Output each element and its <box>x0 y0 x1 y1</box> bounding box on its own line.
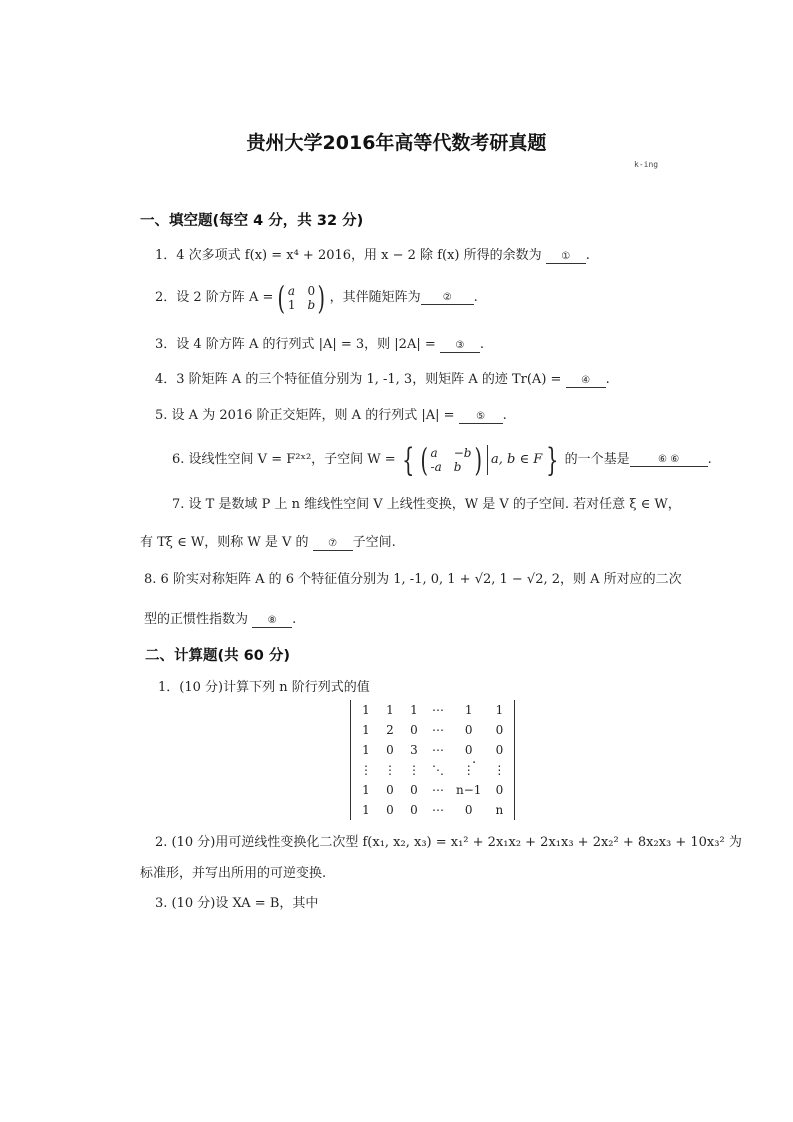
determinant-cell: 1 <box>464 703 473 717</box>
determinant <box>350 700 515 820</box>
question-text: 的一个基是 <box>564 452 630 467</box>
question-7-line2 <box>140 535 396 551</box>
question-2 <box>155 279 478 317</box>
calc-question-2-line1: 2. (10 分)用可逆线性变换化二次型 f(x₁, x₂, x₃) = x₁² + 2x₁x₂ + 2x₁x₃ + 2x₂² + 8x₂x₃ + 10x₃² 为 <box>155 835 742 850</box>
determinant-cell: 0 <box>410 723 418 737</box>
question-text: 子空间. <box>352 535 396 550</box>
determinant-cell: 0 <box>386 783 394 797</box>
question-5 <box>155 408 507 424</box>
set-matrix: { ( a −b -a b ) a, b ∈ F } <box>401 441 559 479</box>
question-text: 有 Tξ ∈ W，则称 W 是 V 的 <box>140 535 309 550</box>
determinant-cell: n <box>495 803 504 817</box>
determinant-cell: 1 <box>495 703 504 717</box>
determinant-row <box>354 760 511 780</box>
question-text: 4．3 阶矩阵 A 的三个特征值分别为 1, -1, 3，则矩阵 A 的迹 Tr(A) = <box>155 372 562 387</box>
calc-question-3: 3. (10 分)设 XA = B，其中 <box>155 896 319 911</box>
answer-blank: ③ <box>440 339 480 353</box>
question-text: 3．设 4 阶方阵 A 的行列式 |A| = 3，则 |2A| = <box>155 337 436 352</box>
determinant-row <box>354 780 511 800</box>
determinant-cell: 0 <box>410 783 418 797</box>
determinant-cell: 0 <box>495 743 504 757</box>
question-text: 5. 设 A 为 2016 阶正交矩阵，则 A 的行列式 |A| = <box>155 408 455 423</box>
determinant-cell: ⋮ <box>384 763 396 777</box>
determinant-cell: 1 <box>386 703 394 717</box>
question-8-line1: 8. 6 阶实对称矩阵 A 的 6 个特征值分别为 1, -1, 0, 1 + √2, 1 − √2, 2，则 A 所对应的二次 <box>144 572 682 587</box>
answer-blank: ⑤ <box>459 410 503 424</box>
answer-blank: ① <box>546 250 586 264</box>
determinant-cell: 0 <box>464 803 473 817</box>
question-text: 型的正惯性指数为 <box>144 612 249 627</box>
determinant-cell: ⋮ <box>462 763 475 777</box>
determinant-cell: ⋯ <box>432 783 444 797</box>
matrix-cell: 0 <box>307 284 316 298</box>
matrix-cell: b <box>453 460 462 474</box>
question-7-line1: 7. 设 T 是数域 P 上 n 维线性空间 V 上线性变换，W 是 V 的子空间. 若对任意 ξ ∈ W， <box>172 497 681 512</box>
determinant-row <box>354 720 511 740</box>
determinant-cell: ⋮ <box>408 763 420 777</box>
punct: . <box>605 372 610 387</box>
answer-blank: ② <box>421 291 474 305</box>
determinant-cell: 1 <box>410 703 418 717</box>
set-condition: a, b ∈ F <box>490 452 543 467</box>
punct: . <box>292 612 297 627</box>
determinant-cell: 1 <box>362 743 370 757</box>
author-label: k-ing <box>634 160 659 169</box>
answer-blank: ④ <box>566 374 606 388</box>
question-1 <box>155 248 590 264</box>
determinant-cell: 1 <box>362 783 370 797</box>
determinant-cell: 1 <box>362 723 370 737</box>
determinant-cell: n−1 <box>456 783 482 797</box>
determinant-cell: 0 <box>464 723 473 737</box>
matrix: ( a 0 1 b ) <box>277 279 326 317</box>
punct: . <box>479 337 485 352</box>
determinant-cell: 2 <box>386 723 394 737</box>
question-6 <box>172 441 712 479</box>
section2-heading: 二、计算题(共 60 分) <box>145 648 291 664</box>
question-text: 6. 设线性空间 V = F²ˣ²，子空间 W = <box>172 452 396 467</box>
determinant-cell: 0 <box>495 723 504 737</box>
determinant-cell: 0 <box>464 743 473 757</box>
determinant-cell: 0 <box>495 783 504 797</box>
determinant-cell: 0 <box>386 743 394 757</box>
calc-question-1: 1．(10 分)计算下列 n 阶行列式的值 <box>158 680 370 695</box>
determinant-row <box>354 700 511 720</box>
question-8-line2 <box>144 612 296 628</box>
determinant-cell: ⋯ <box>432 703 444 717</box>
determinant-row <box>354 740 511 760</box>
punct: . <box>585 248 590 263</box>
question-text: 2．设 2 阶方阵 A = <box>155 290 274 305</box>
determinant-cell: 0 <box>410 803 418 817</box>
punct: . <box>502 408 507 423</box>
matrix-cell: b <box>307 298 316 312</box>
punct: . <box>473 290 478 305</box>
question-text: ，其伴随矩阵为 <box>329 290 421 305</box>
matrix-cell: −b <box>453 446 472 460</box>
question-3 <box>155 337 484 353</box>
matrix-cell: 1 <box>287 298 296 312</box>
determinant-cell: ⋮ <box>360 763 372 777</box>
punct: . <box>472 752 477 767</box>
calc-question-2-line2: 标准形，并写出所用的可逆变换. <box>140 866 327 881</box>
determinant-cell: 0 <box>386 803 394 817</box>
section1-heading: 一、填空题(每空 4 分，共 32 分) <box>140 213 364 229</box>
matrix-cell: a <box>430 446 438 460</box>
answer-blank: ⑦ <box>313 537 353 551</box>
question-text: 1．4 次多项式 f(x) = x⁴ + 2016，用 x − 2 除 f(x) 所得的余数为 <box>155 248 542 263</box>
question-4 <box>155 372 610 388</box>
answer-blank: ⑥ ⑥ <box>630 453 708 467</box>
page-title: 贵州大学2016年高等代数考研真题 <box>246 132 547 154</box>
determinant-cell: 1 <box>362 803 370 817</box>
punct: . <box>707 452 712 467</box>
determinant-cell: 3 <box>410 743 418 757</box>
matrix-cell: a <box>287 284 295 298</box>
determinant-cell: ⋯ <box>432 743 444 757</box>
determinant-cell: ⋱ <box>432 763 444 777</box>
determinant-cell: 1 <box>362 703 370 717</box>
determinant-cell: ⋯ <box>432 803 444 817</box>
answer-blank: ⑧ <box>252 614 292 628</box>
determinant-cell: ⋯ <box>432 723 444 737</box>
matrix-cell: -a <box>430 460 442 474</box>
determinant-cell: ⋮ <box>493 763 506 777</box>
determinant-row <box>354 800 511 820</box>
